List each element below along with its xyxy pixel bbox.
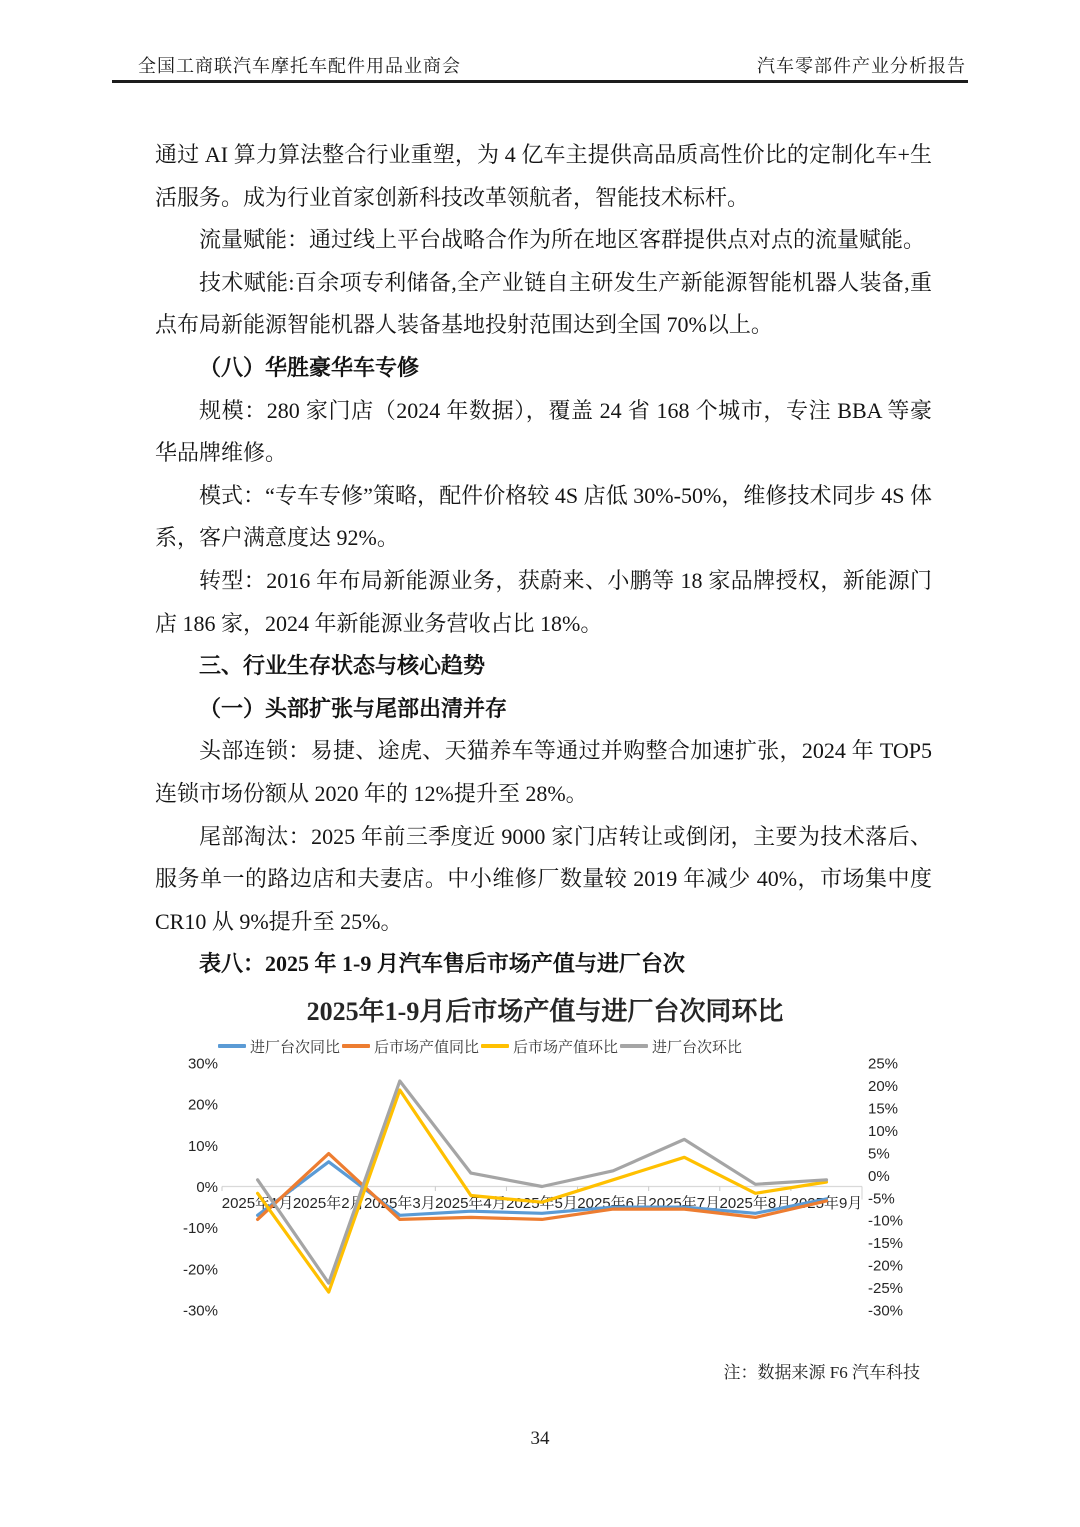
- page-number: 34: [530, 1428, 550, 1449]
- x-axis-label: 2025年3月: [363, 1195, 436, 1212]
- left-axis-tick-label: 10%: [187, 1137, 218, 1155]
- paragraph: 尾部淘汰：2025 年前三季度近 9000 家门店转让或倒闭，主要为技术落后、服务单一的路边店和夫妻店。中小维修厂数量较 2019 年减少 40%，市场集中度 CR10 从 9%提升至 25%。: [155, 823, 932, 934]
- right-axis-tick-label: -25%: [868, 1280, 904, 1298]
- right-axis-tick-label: 10%: [868, 1122, 899, 1140]
- x-axis-label: 2025年7月: [648, 1195, 721, 1212]
- header-left-title: 全国工商联汽车摩托车配件用品业商会: [138, 56, 461, 76]
- right-axis-tick-label: 5%: [868, 1145, 890, 1163]
- legend-line-swatch: [218, 1044, 246, 1048]
- legend-line-swatch: [620, 1044, 648, 1048]
- chart-title: 2025年1-9月后市场产值与进厂台次同环比: [306, 997, 784, 1026]
- legend-item: [342, 1036, 479, 1057]
- legend-item: [218, 1036, 340, 1057]
- left-axis-tick-label: 20%: [187, 1096, 218, 1114]
- left-axis-tick-label: -20%: [182, 1261, 218, 1279]
- source-note: 注：数据来源 F6 汽车科技: [723, 1363, 920, 1382]
- right-axis-tick-label: -30%: [868, 1302, 904, 1319]
- right-axis-tick-label: 15%: [868, 1100, 899, 1118]
- right-axis-tick-label: -5%: [868, 1190, 895, 1208]
- paragraph: 流量赋能：通过线上平台战略合作为所在地区客群提供点对点的流量赋能。: [199, 227, 926, 253]
- right-axis-tick-label: -10%: [868, 1212, 904, 1230]
- x-axis-label: 2025年6月: [577, 1195, 650, 1212]
- legend-item: [481, 1036, 618, 1057]
- left-axis-tick-label: -10%: [182, 1220, 218, 1238]
- section-heading: （八）华胜豪华车专修: [199, 354, 420, 380]
- header-rule: [112, 80, 968, 83]
- right-axis-tick-label: -20%: [868, 1257, 904, 1275]
- section-heading: 三、行业生存状态与核心趋势: [199, 653, 486, 679]
- paragraph: 规模：280 家门店（2024 年数据），覆盖 24 省 168 个城市，专注 BBA 等豪华品牌维修。: [155, 397, 932, 466]
- chart-series-line: [258, 1090, 827, 1292]
- header-right-title: 汽车零部件产业分析报告: [757, 56, 966, 76]
- legend-label: 进厂台次环比: [652, 1038, 743, 1056]
- legend-label: 进厂台次同比: [250, 1038, 341, 1056]
- chart: [180, 995, 910, 1324]
- right-axis-tick-label: -15%: [868, 1235, 904, 1253]
- legend-line-swatch: [342, 1044, 370, 1048]
- paragraph: 技术赋能:百余项专利储备,全产业链自主研发生产新能源智能机器人装备,重点布局新能源智能机器人装备基地投射范围达到全国 70%以上。: [155, 269, 932, 338]
- chart-legend: [218, 1035, 910, 1057]
- chart-plot-area: [180, 1057, 910, 1319]
- x-axis-label: 2025年5月: [506, 1195, 578, 1212]
- legend-line-swatch: [481, 1044, 509, 1048]
- left-axis-tick-label: -30%: [182, 1302, 218, 1319]
- x-axis-label: 2025年4月: [435, 1195, 507, 1212]
- paragraph: 模式：“专车专修”策略，配件价格较 4S 店低 30%-50%，维修技术同步 4S 体系，客户满意度达 92%。: [155, 482, 932, 551]
- paragraph: 转型：2016 年布局新能源业务，获蔚来、小鹏等 18 家品牌授权，新能源门店 186 家，2024 年新能源业务营收占比 18%。: [155, 567, 932, 636]
- x-axis-label: 2025年2月: [292, 1195, 365, 1212]
- legend-label: 后市场产值环比: [513, 1038, 619, 1056]
- x-axis-label: 2025年1月: [221, 1195, 294, 1212]
- section-heading: 表八：2025 年 1-9 月汽车售后市场产值与进厂台次: [199, 951, 685, 977]
- left-axis-tick-label: 0%: [196, 1179, 218, 1196]
- legend-label: 后市场产值同比: [374, 1038, 480, 1056]
- legend-item: [620, 1036, 742, 1057]
- x-axis-label: 2025年8月: [719, 1195, 792, 1212]
- left-axis-tick-label: 30%: [187, 1057, 218, 1073]
- section-heading: （一）头部扩张与尾部出清并存: [199, 695, 508, 721]
- paragraph: 头部连锁：易捷、途虎、天猫养车等通过并购整合加速扩张，2024 年 TOP5 连锁市场份额从 2020 年的 12%提升至 28%。: [155, 738, 932, 806]
- right-axis-tick-label: 0%: [868, 1167, 890, 1185]
- paragraph: 通过 AI 算力算法整合行业重塑，为 4 亿车主提供高品质高性价比的定制化车+生活服务。成为行业首家创新科技改革领航者，智能技术标杆。: [155, 142, 932, 210]
- body-text: [155, 134, 932, 986]
- right-axis-tick-label: 25%: [868, 1057, 899, 1073]
- right-axis-tick-label: 20%: [868, 1077, 899, 1095]
- x-axis-label: 2025年9月: [790, 1195, 863, 1212]
